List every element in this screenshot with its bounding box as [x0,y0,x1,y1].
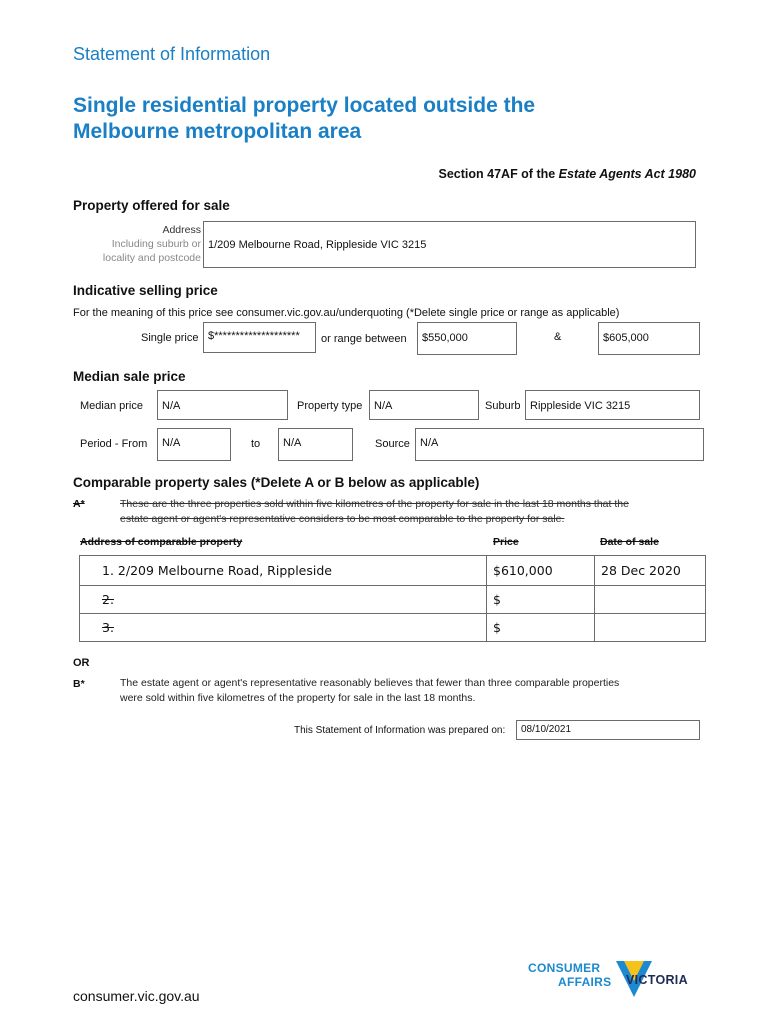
indicative-heading: Indicative selling price [73,283,218,298]
indicative-note: For the meaning of this price see consumer.vic.gov.au/underquoting (*Delete single price or range as applicable) [73,307,620,319]
col-price-header: Price [493,536,519,548]
source-label: Source [375,438,410,450]
range-label: or range between [321,333,407,345]
comparable-price-3[interactable]: $ [487,614,595,642]
comparable-price-2[interactable]: $ [487,586,595,614]
comparable-address-1[interactable]: 1. 2/209 Melbourne Road, Rippleside [80,556,487,586]
logo-victoria: VICTORIA [626,973,688,987]
footer-url[interactable]: consumer.vic.gov.au [73,988,200,1004]
median-heading: Median sale price [73,369,186,384]
option-a-text-2: estate agent or agent's representative considers to be most comparable to the property for sale. [120,513,565,525]
property-type-field[interactable]: N/A [369,390,479,420]
range-low-field[interactable]: $550,000 [417,322,517,355]
comparable-heading: Comparable property sales (*Delete A or B below as applicable) [73,475,480,490]
suburb-label: Suburb [485,400,521,412]
col-date-header: Date of sale [600,536,659,548]
option-b-label: B* [73,678,85,690]
address-field[interactable]: 1/209 Melbourne Road, Rippleside VIC 3215 [203,221,696,268]
section-prefix: Section 47AF of the [438,167,559,181]
period-from-label: Period - From [80,438,148,450]
comparable-address-cell-2[interactable] [80,586,487,614]
section-reference [439,167,696,181]
prepared-label: This Statement of Information was prepared on: [294,725,506,736]
statement-heading: Statement of Information [73,44,271,64]
option-b-text-1: The estate agent or agent's representative reasonably believes that fewer than three comparable properties [120,677,620,689]
prepared-date-field[interactable]: 08/10/2021 [516,720,700,740]
comparable-address-3: 3. [102,620,114,635]
suburb-field[interactable]: Rippleside VIC 3215 [525,390,700,420]
option-a-text [120,497,629,527]
page-title-line-1: Single residential property located outside the [73,94,536,117]
median-price-label: Median price [80,400,143,412]
col-address-header: Address of comparable property [80,536,243,548]
range-ampersand: & [554,331,562,343]
logo-consumer: CONSUMER [528,961,601,975]
table-row [80,614,706,642]
period-from-field[interactable]: N/A [157,428,231,461]
option-b-text-2: were sold within five kilometres of the property for sale in the last 18 months. [120,692,476,704]
table-row [80,556,706,586]
comparable-price-1[interactable]: $610,000 [487,556,595,586]
address-label [80,223,201,265]
consumer-affairs-logo [528,958,708,1004]
section-act: Estate Agents Act 1980 [558,167,696,181]
address-label-3: locality and postcode [102,252,201,264]
comparable-address-2: 2. [102,592,114,607]
period-to-label: to [251,438,261,450]
page-title-line-2: Melbourne metropolitan area [73,120,362,143]
comparable-date-2[interactable] [595,586,706,614]
address-label-1: Address [162,224,201,236]
median-price-field[interactable]: N/A [157,390,288,420]
comparable-table [79,555,706,642]
comparable-date-3[interactable] [595,614,706,642]
option-a-text-1: These are the three properties sold within five kilometres of the property for sale in the last 18 months that the [120,498,629,510]
logo-affairs: AFFAIRS [558,975,612,989]
address-label-2: Including suburb or [111,238,201,250]
property-type-label: Property type [297,400,363,412]
option-a-label: A* [73,498,85,510]
comparable-date-1[interactable]: 28 Dec 2020 [595,556,706,586]
source-field[interactable]: N/A [415,428,704,461]
page-title [73,93,535,145]
property-heading: Property offered for sale [73,198,230,213]
option-b-text [120,676,619,706]
period-to-field[interactable]: N/A [278,428,353,461]
comparable-address-cell-3[interactable] [80,614,487,642]
range-high-field[interactable]: $605,000 [598,322,700,355]
single-price-field[interactable]: $******************** [203,322,316,353]
table-row [80,586,706,614]
single-price-label: Single price [141,332,199,344]
or-label: OR [73,657,90,669]
